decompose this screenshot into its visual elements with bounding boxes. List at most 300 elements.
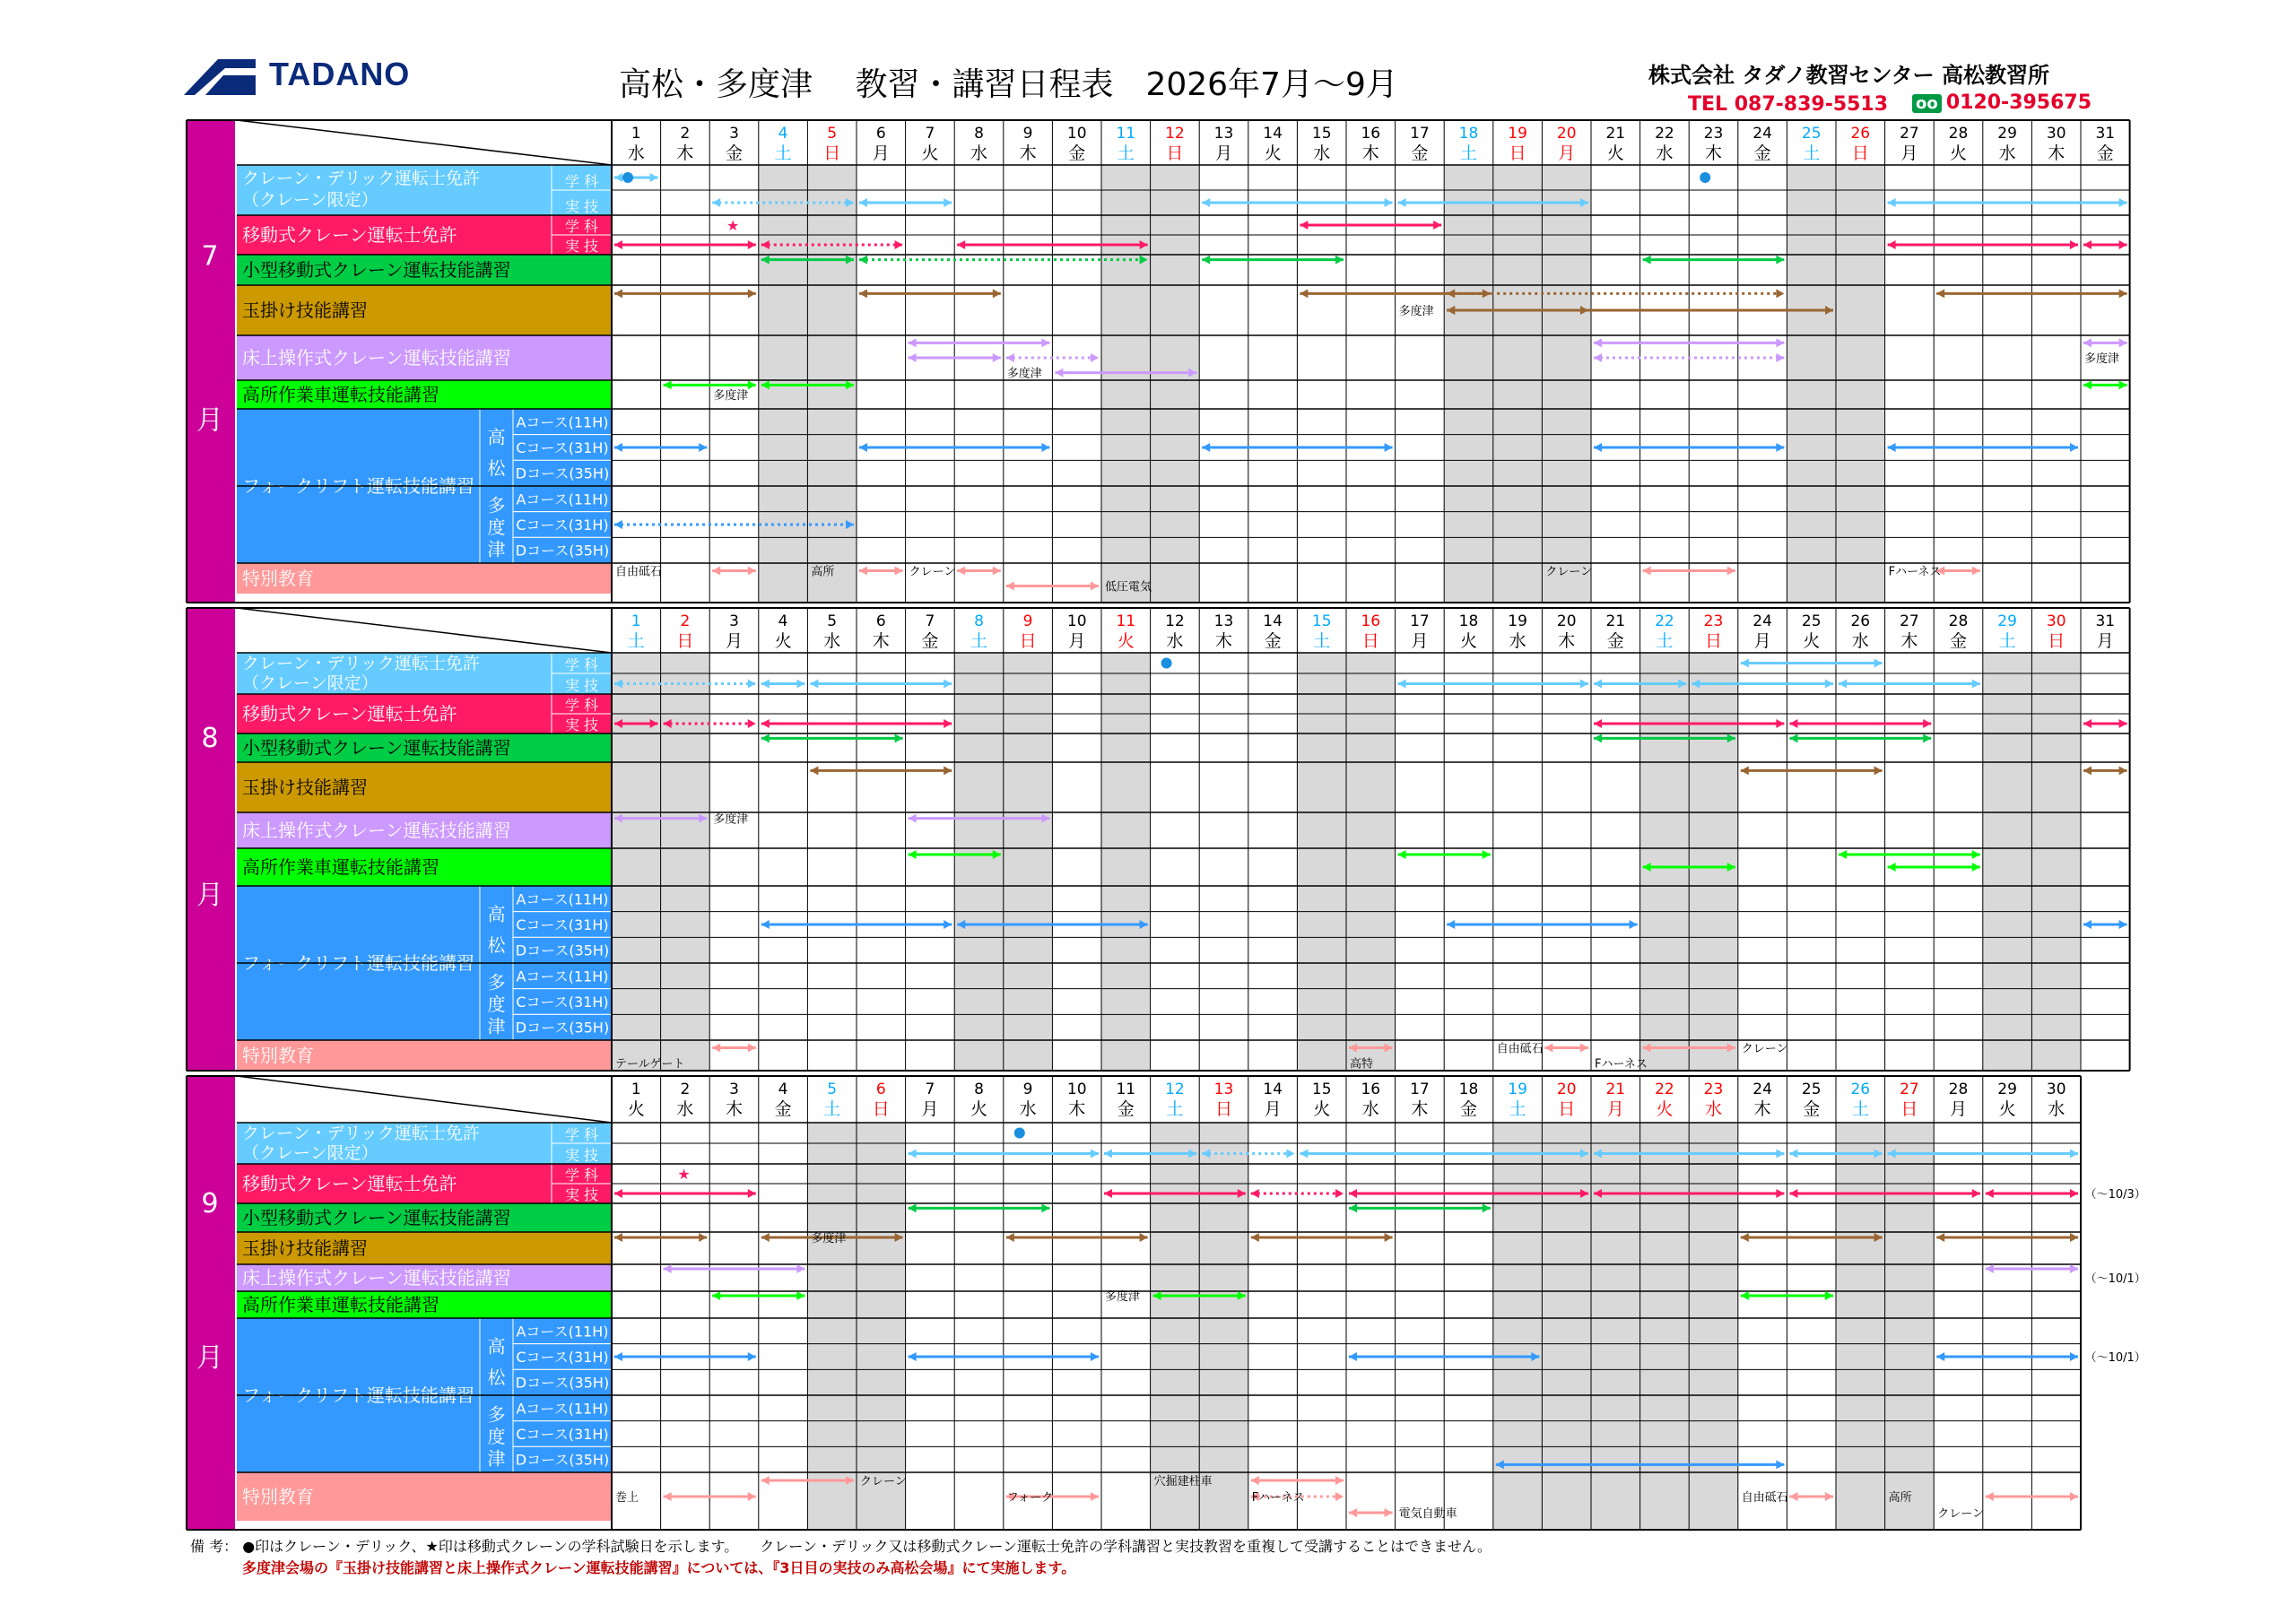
arrow-head-left (1202, 256, 1210, 265)
annotation-label: 自由砥石 (1496, 1042, 1544, 1056)
arrow-head-left (1300, 1150, 1308, 1159)
day-of-week: 土 (1117, 143, 1135, 163)
arrow-head-right (2119, 240, 2127, 249)
arrow-head-right (2070, 240, 2078, 249)
exam-dot-icon (1161, 658, 1172, 669)
day-of-week: 土 (1509, 1099, 1526, 1119)
fork-course-label: Cコース(31H) (516, 516, 609, 534)
arrow-head-left (1789, 733, 1797, 742)
exam-dot-icon (1700, 172, 1710, 183)
fork-venue-char: 津 (487, 1447, 506, 1470)
arrow-head-right (2119, 198, 2127, 207)
day-number: 10 (1066, 612, 1087, 630)
arrow-head-left (761, 1476, 770, 1485)
day-number: 25 (1801, 612, 1822, 630)
day-number: 23 (1703, 125, 1724, 143)
fork-venue-char: 多 (487, 1403, 506, 1426)
arrow-head-left (909, 850, 917, 859)
arrow-head-right (944, 719, 952, 728)
annotation-label: Fハーネス (1888, 565, 1942, 579)
day-number: 30 (2046, 1081, 2066, 1098)
day-of-week: 日 (1166, 143, 1184, 163)
annotation-label: 高所 (1888, 1491, 1912, 1505)
month-block-7 (187, 120, 2130, 603)
day-number: 11 (1116, 612, 1136, 630)
arrow-head-left (1251, 1476, 1259, 1485)
month-suffix: 月 (196, 1341, 223, 1374)
arrow-head-left (1888, 443, 1896, 452)
day-of-week: 木 (1411, 1099, 1429, 1119)
fork-venue-char: 松 (487, 456, 506, 479)
arrow-head-right (1776, 443, 1784, 452)
exam-dot-icon (1014, 1128, 1025, 1139)
day-number: 20 (1556, 612, 1577, 630)
day-number: 23 (1703, 1081, 1724, 1098)
day-number: 21 (1605, 612, 1626, 630)
day-of-week: 水 (676, 1099, 694, 1119)
day-of-week: 木 (725, 1099, 744, 1119)
arrow-head-right (2070, 1264, 2078, 1273)
fork-venue-char: 松 (487, 933, 506, 956)
day-of-week: 日 (2048, 631, 2066, 651)
day-of-week: 木 (1704, 143, 1723, 163)
day-number: 31 (2095, 125, 2116, 143)
arrow-head-left (1594, 353, 1602, 362)
arrow-head-right (1580, 680, 1588, 689)
day-number: 6 (875, 125, 886, 143)
day-number: 10 (1066, 1081, 1087, 1098)
notes-line2: 多度津会場の『玉掛け技能講習と床上操作式クレーン運転技能講習』については、『3日目の実技のみ高松会場』にて実施します。 (242, 1559, 1076, 1576)
arrow-head-left (1643, 567, 1651, 576)
arrow-head-left (909, 1352, 917, 1361)
arrow-head-right (1972, 850, 1980, 859)
day-of-week: 火 (627, 1099, 645, 1119)
label-jitsugi: 実 技 (564, 1186, 599, 1203)
continuation-label: （～10/1） (2084, 1351, 2146, 1365)
day-number: 27 (1900, 1081, 1919, 1098)
arrow-head-right (2070, 1492, 2078, 1501)
day-number: 28 (1948, 612, 1969, 630)
day-number: 19 (1508, 612, 1527, 630)
day-of-week: 水 (1361, 1099, 1379, 1119)
day-of-week: 木 (1753, 1099, 1771, 1119)
day-of-week: 土 (823, 1099, 841, 1119)
month-number: 7 (201, 240, 219, 273)
continuation-label: （～10/1） (2084, 1272, 2146, 1286)
day-number: 20 (1556, 125, 1577, 143)
arrow-head-right (1041, 1203, 1049, 1212)
weekend-shade (954, 653, 1004, 1071)
arrow-head-left (1888, 240, 1896, 249)
weekend-shade (2031, 653, 2081, 1071)
arrow-head-right (1140, 1233, 1148, 1242)
annotation-label: 多度津 (2084, 352, 2120, 366)
annotation-label: 巻上 (615, 1491, 639, 1505)
exam-dot-icon (622, 172, 633, 183)
exam-star-icon: ★ (677, 1166, 691, 1183)
day-of-week: 金 (725, 143, 744, 163)
day-number: 25 (1801, 1081, 1822, 1098)
arrow-head-left (909, 1203, 917, 1212)
label-crane-sub: （クレーン限定） (242, 673, 378, 693)
arrow-head-right (1385, 1508, 1393, 1517)
day-of-week: 月 (2096, 631, 2114, 651)
arrow-head-left (1104, 1189, 1112, 1198)
label-crane: クレーン・デリック運転士免許 (242, 1124, 480, 1143)
day-number: 5 (827, 125, 838, 143)
day-number: 10 (1066, 125, 1087, 143)
fork-course-label: Dコース(35H) (515, 542, 610, 560)
day-number: 5 (827, 612, 838, 630)
annotation-label: 多度津 (811, 1232, 847, 1245)
label-small: 小型移動式クレーン運転技能講習 (242, 259, 511, 281)
arrow-head-right (1630, 920, 1638, 929)
weekend-shade (1493, 165, 1543, 603)
arrow-head-left (1300, 221, 1308, 230)
day-number: 9 (1022, 125, 1033, 143)
arrow-head-right (1286, 1150, 1294, 1159)
arrow-head-right (748, 567, 756, 576)
arrow-head-right (1483, 850, 1491, 859)
day-of-week: 日 (1851, 143, 1869, 163)
annotation-label: クレーン (1937, 1507, 1984, 1521)
arrow-head-left (2083, 338, 2092, 347)
arrow-head-left (1202, 443, 1210, 452)
weekend-shade (1346, 653, 1396, 1071)
arrow-head-right (1091, 1352, 1099, 1361)
month-block-8 (187, 608, 2130, 1072)
day-of-week: 日 (872, 1099, 890, 1119)
phone-number: TEL 087-839-5513 (1688, 93, 1889, 116)
arrow-head-right (1776, 1189, 1784, 1198)
fork-venue-char: 度 (487, 994, 506, 1016)
day-of-week: 火 (1313, 1099, 1331, 1119)
day-number: 3 (729, 612, 739, 630)
arrow-head-left (1789, 719, 1797, 728)
day-of-week: 金 (1264, 631, 1282, 651)
weekend-shade (1004, 653, 1053, 1071)
arrow-head-right (1825, 680, 1833, 689)
arrow-head-right (748, 680, 756, 689)
day-number: 18 (1458, 125, 1479, 143)
month-block-9 (187, 1076, 2146, 1530)
day-number: 21 (1605, 1081, 1626, 1098)
day-of-week: 水 (2048, 1099, 2066, 1119)
arrow-head-left (2083, 766, 2092, 775)
day-of-week: 金 (1803, 1099, 1821, 1119)
day-number: 28 (1948, 1081, 1969, 1098)
arrow-head-right (1091, 353, 1099, 362)
day-number: 15 (1311, 1081, 1332, 1098)
annotation-label: 多度津 (1006, 367, 1042, 381)
arrow-head-right (2119, 380, 2127, 389)
day-of-week: 月 (1606, 1099, 1624, 1119)
fork-course-label: Aコース(11H) (516, 968, 609, 985)
arrow-head-right (1825, 1492, 1833, 1501)
fork-course-label: Dコース(35H) (515, 464, 610, 482)
day-of-week: 金 (774, 1099, 792, 1119)
exam-star-icon: ★ (726, 217, 740, 234)
day-of-week: 土 (1803, 143, 1821, 163)
arrow-head-right (1041, 338, 1049, 347)
arrow-head-right (2070, 1352, 2078, 1361)
arrow-head-left (1006, 1233, 1014, 1242)
day-of-week: 水 (1019, 1099, 1037, 1119)
arrow-head-left (614, 1189, 622, 1198)
arrow-head-left (712, 567, 720, 576)
day-of-week: 水 (1851, 631, 1869, 651)
weekend-shade (612, 653, 661, 1071)
header-diagonal (237, 120, 612, 165)
arrow-head-left (1349, 1508, 1357, 1517)
arrow-head-left (614, 443, 622, 452)
arrow-head-left (664, 1264, 672, 1273)
month-number: 8 (201, 722, 219, 754)
arrow-head-right (1776, 719, 1784, 728)
arrow-head-left (1006, 353, 1014, 362)
day-of-week: 水 (823, 631, 841, 651)
fork-venue-char: 津 (487, 1015, 506, 1037)
weekend-shade (1297, 653, 1346, 1071)
day-of-week: 日 (1214, 1099, 1233, 1119)
arrow-head-left (614, 1233, 622, 1242)
day-number: 12 (1165, 612, 1185, 630)
fork-venue-char: 松 (487, 1366, 506, 1388)
day-number: 21 (1605, 125, 1626, 143)
day-of-week: 土 (774, 143, 792, 163)
arrow-head-right (1385, 198, 1393, 207)
day-number: 22 (1655, 1081, 1674, 1098)
freedial-number: 0120-395675 (1945, 91, 2092, 114)
fork-course-label: Dコース(35H) (515, 1374, 610, 1392)
arrow-head-left (1349, 1352, 1357, 1361)
day-number: 13 (1213, 612, 1234, 630)
label-special: 特別教育 (242, 568, 314, 589)
fork-course-label: Cコース(31H) (516, 1426, 609, 1443)
notes-line1: ●印はクレーン・デリック、★印は移動式クレーンの学科試験日を示します。 クレーン・デリック又は移動式クレーン運転士免許の学科講習と実技教習を重複して受講することはできません。 (242, 1538, 1492, 1555)
arrow-head-left (1594, 338, 1602, 347)
fork-venue-char: 度 (487, 516, 506, 539)
day-number: 26 (1850, 125, 1871, 143)
arrow-head-left (1202, 198, 1210, 207)
arrow-head-left (1594, 443, 1602, 452)
arrow-head-left (1986, 1492, 1994, 1501)
fork-course-label: Cコース(31H) (516, 1349, 609, 1366)
day-of-week: 水 (970, 143, 988, 163)
label-gakka: 学 科 (564, 173, 599, 190)
day-number: 25 (1801, 125, 1822, 143)
day-of-week: 日 (823, 143, 841, 163)
label-crane: クレーン・デリック運転士免許 (242, 654, 480, 673)
label-mobile: 移動式クレーン運転士免許 (242, 703, 457, 725)
label-jitsugi: 実 技 (564, 1147, 599, 1164)
arrow-head-left (909, 814, 917, 823)
arrow-head-right (1776, 338, 1784, 347)
arrow-head-left (909, 1150, 917, 1159)
day-number: 29 (1997, 125, 2017, 143)
arrow-head-right (1972, 863, 1980, 872)
arrow-head-left (1251, 1189, 1259, 1198)
day-of-week: 火 (1949, 143, 1968, 163)
day-number: 15 (1311, 125, 1332, 143)
arrow-head-left (1398, 850, 1406, 859)
day-number: 18 (1458, 1081, 1479, 1098)
arrow-head-left (1643, 256, 1651, 265)
day-of-week: 月 (725, 631, 744, 651)
weekend-shade (1983, 653, 2032, 1071)
arrow-head-right (1335, 1476, 1344, 1485)
arrow-head-right (1776, 353, 1784, 362)
day-number: 23 (1703, 612, 1724, 630)
day-number: 16 (1361, 125, 1381, 143)
arrow-head-left (1741, 659, 1749, 668)
day-number: 26 (1850, 612, 1871, 630)
arrow-head-left (1055, 369, 1063, 378)
arrow-head-right (1972, 680, 1980, 689)
arrow-head-left (1936, 289, 1944, 298)
arrow-head-left (859, 256, 867, 265)
label-small: 小型移動式クレーン運転技能講習 (242, 1207, 511, 1228)
day-number: 30 (2046, 125, 2066, 143)
day-of-week: 火 (1264, 143, 1282, 163)
day-number: 13 (1213, 125, 1234, 143)
day-number: 19 (1508, 125, 1527, 143)
fork-course-label: Dコース(35H) (515, 942, 610, 959)
day-number: 12 (1165, 125, 1185, 143)
arrow-head-left (614, 1352, 622, 1361)
arrow-head-right (895, 240, 903, 249)
day-of-week: 火 (1459, 631, 1478, 651)
day-of-week: 月 (1214, 143, 1233, 163)
arrow-head-right (1727, 567, 1735, 576)
label-floor: 床上操作式クレーン運転技能講習 (242, 820, 511, 841)
day-of-week: 木 (872, 631, 890, 651)
annotation-label: 電気自動車 (1398, 1507, 1457, 1521)
arrow-head-right (2070, 1233, 2078, 1242)
arrow-head-left (957, 240, 965, 249)
arrow-head-right (1580, 1044, 1588, 1053)
arrow-head-left (1936, 1352, 1944, 1361)
arrow-head-right (2119, 920, 2127, 929)
month-column (187, 120, 235, 603)
day-number: 26 (1850, 1081, 1871, 1098)
arrow-head-left (1349, 1203, 1357, 1212)
annotation-label: クレーン (1545, 565, 1593, 579)
arrow-head-left (1447, 920, 1455, 929)
arrow-head-right (993, 289, 1001, 298)
label-aerial: 高所作業車運転技能講習 (242, 856, 439, 878)
weekend-shade (1542, 165, 1591, 603)
fork-venue-char: 度 (487, 1426, 506, 1448)
arrow-head-right (1335, 256, 1344, 265)
day-number: 14 (1263, 612, 1283, 630)
arrow-head-left (1741, 766, 1749, 775)
arrow-head-left (859, 567, 867, 576)
fork-venue-char: 高 (487, 1335, 506, 1358)
arrow-head-right (2070, 443, 2078, 452)
arrow-head-right (748, 719, 756, 728)
arrow-head-right (796, 1291, 804, 1300)
arrow-head-right (1972, 1189, 1980, 1198)
label-crane: クレーン・デリック運転士免許 (242, 169, 480, 188)
day-of-week: 月 (1949, 1099, 1968, 1119)
day-of-week: 金 (1606, 631, 1624, 651)
day-of-week: 日 (1704, 631, 1723, 651)
day-number: 2 (680, 125, 691, 143)
arrow-head-left (1544, 1044, 1552, 1053)
day-of-week: 水 (627, 143, 645, 163)
arrow-head-left (761, 1233, 770, 1242)
fork-course-label: Aコース(11H) (516, 1400, 609, 1418)
day-number: 7 (925, 125, 935, 143)
annotation-label: フォーク (1006, 1491, 1054, 1505)
weekend-shade (1151, 165, 1200, 603)
arrow-head-left (2083, 719, 2092, 728)
arrow-head-left (1789, 1492, 1797, 1501)
day-of-week: 土 (1459, 143, 1478, 163)
header-diagonal (237, 608, 612, 653)
day-number: 4 (778, 612, 788, 630)
arrow-head-left (614, 173, 622, 182)
fork-course-label: Dコース(35H) (515, 1451, 610, 1469)
day-number: 1 (631, 612, 641, 630)
arrow-head-left (761, 920, 770, 929)
arrow-head-left (1251, 1233, 1259, 1242)
arrow-head-right (1091, 582, 1099, 591)
day-of-week: 月 (1264, 1099, 1282, 1119)
day-of-week: 金 (1117, 1099, 1135, 1119)
day-number: 16 (1361, 1081, 1381, 1098)
annotation-label: 自由砥石 (615, 565, 663, 579)
label-jitsugi: 実 技 (564, 716, 599, 733)
label-floor: 床上操作式クレーン運転技能講習 (242, 347, 511, 369)
arrow-head-right (1874, 659, 1883, 668)
day-number: 6 (875, 1081, 886, 1098)
day-of-week: 日 (1019, 631, 1037, 651)
arrow-head-left (712, 1044, 720, 1053)
annotation-label: Fハーネス (1595, 1057, 1648, 1072)
day-of-week: 土 (1166, 1099, 1184, 1119)
arrow-head-right (796, 680, 804, 689)
day-number: 17 (1410, 125, 1430, 143)
notes (190, 1535, 1492, 1556)
arrow-head-right (650, 173, 658, 182)
arrow-head-left (712, 1291, 720, 1300)
arrow-head-right (1385, 443, 1393, 452)
day-number: 24 (1752, 1081, 1772, 1098)
label-gakka: 学 科 (564, 1167, 599, 1184)
annotation-label: 穴掘建柱車 (1153, 1475, 1213, 1488)
fork-course-label: Dコース(35H) (515, 1019, 610, 1037)
weekend-shade (1689, 653, 1738, 1071)
day-of-week: 金 (2096, 143, 2114, 163)
day-of-week: 土 (1313, 631, 1331, 651)
day-number: 24 (1752, 125, 1772, 143)
arrow-head-right (748, 1189, 756, 1198)
company-name: 株式会社 タダノ教習センター 高松教習所 (1648, 63, 2050, 88)
month-suffix: 月 (196, 880, 223, 912)
arrow-head-left (1741, 1233, 1749, 1242)
arrow-head-right (1433, 221, 1441, 230)
day-number: 14 (1263, 125, 1283, 143)
day-of-week: 木 (2048, 143, 2066, 163)
day-of-week: 月 (1753, 631, 1771, 651)
day-number: 20 (1556, 1081, 1577, 1098)
annotation-label: テールゲート (615, 1057, 685, 1072)
arrow-head-left (810, 766, 818, 775)
arrow-head-right (895, 733, 903, 742)
annotation-label: Fハーネス (1251, 1491, 1305, 1505)
